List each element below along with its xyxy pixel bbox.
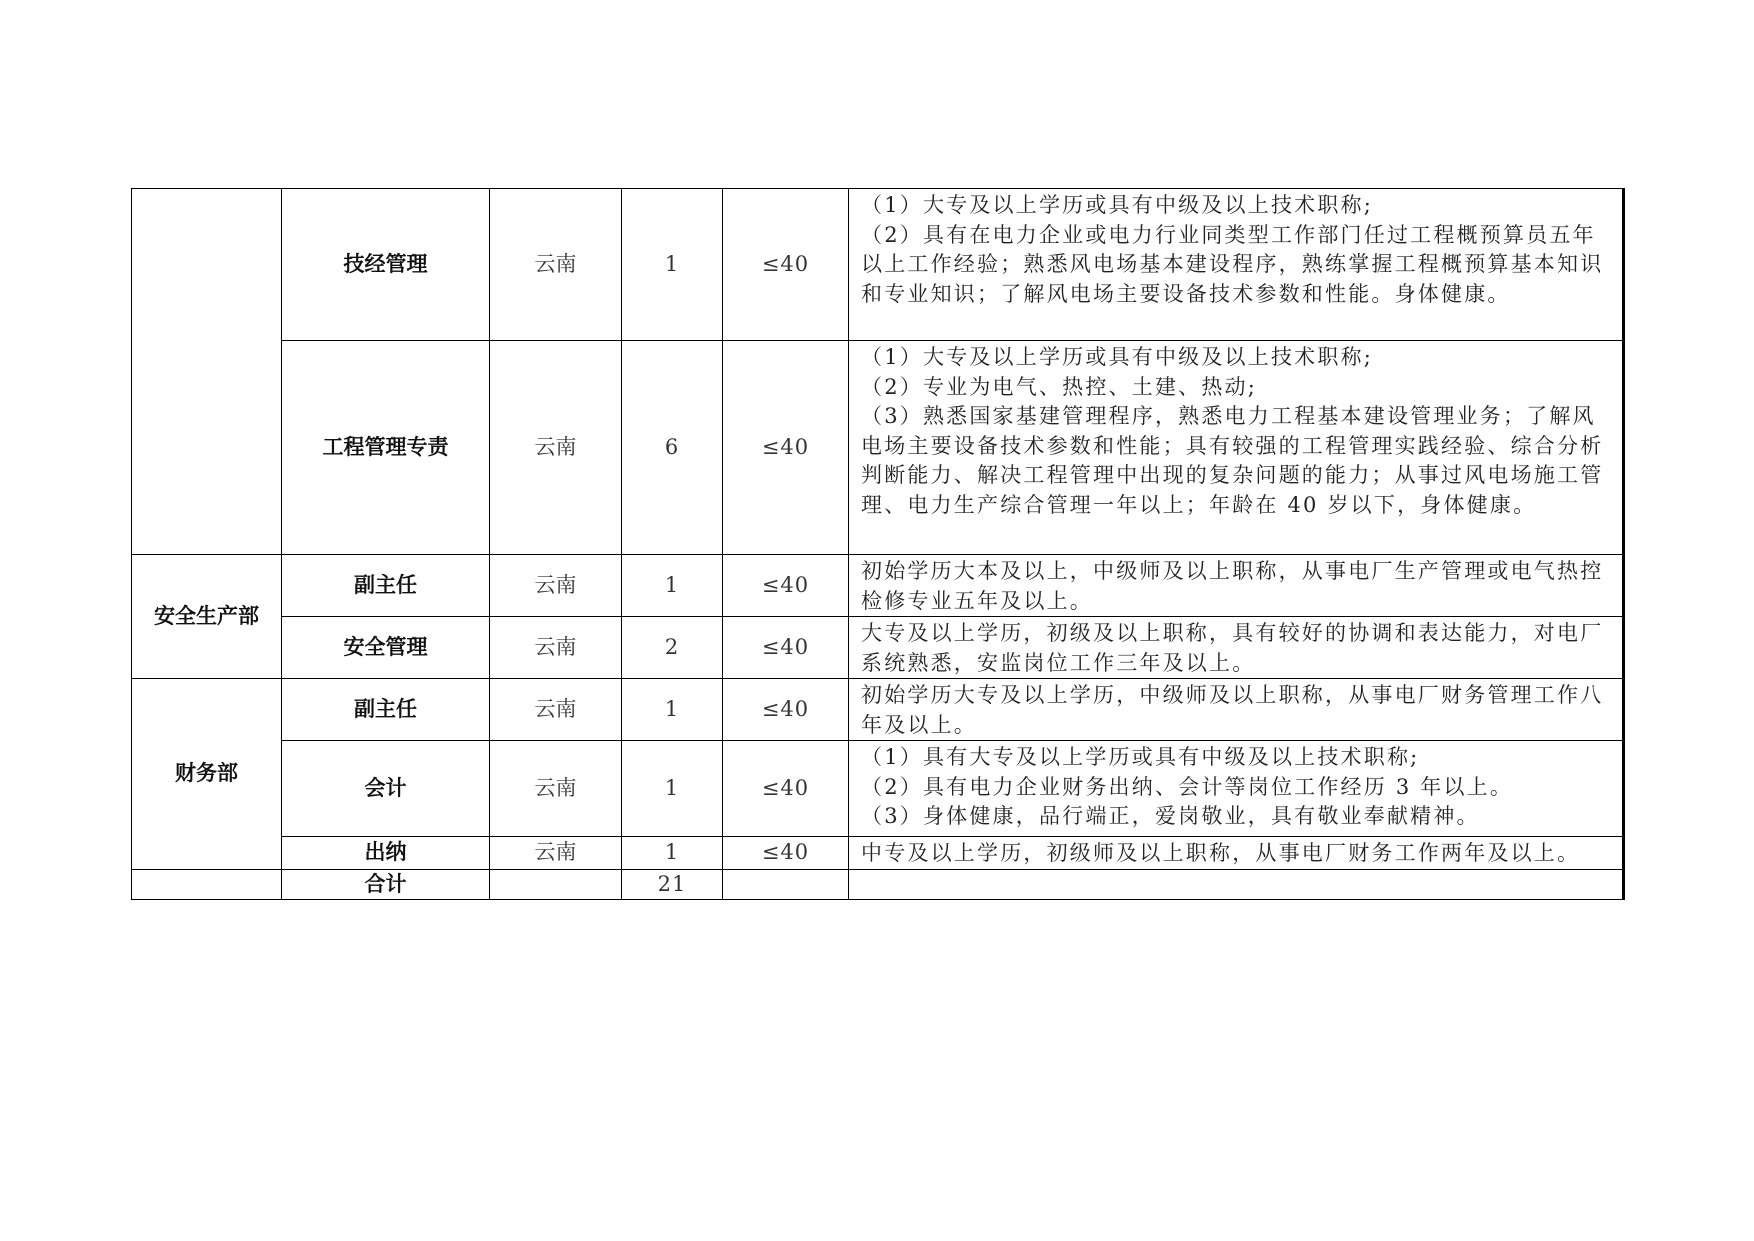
location-cell: 云南 bbox=[490, 555, 622, 617]
requirements-cell bbox=[849, 555, 1624, 617]
count-cell: 1 bbox=[622, 679, 723, 741]
department-cell-empty bbox=[132, 189, 282, 555]
requirements-cell bbox=[849, 189, 1624, 341]
location-cell: 云南 bbox=[490, 189, 622, 341]
total-row bbox=[132, 869, 1624, 899]
requirement-line: （3）身体健康，品行端正，爱岗敬业，具有敬业奉献精神。 bbox=[861, 804, 1480, 828]
requirement-line: （1）大专及以上学历或具有中级及以上技术职称; bbox=[861, 345, 1374, 369]
position-cell: 工程管理专责 bbox=[282, 341, 490, 555]
age-cell: ≤40 bbox=[723, 341, 849, 555]
table-row bbox=[132, 679, 1624, 741]
age-cell: ≤40 bbox=[723, 837, 849, 870]
recruitment-table bbox=[131, 188, 1625, 900]
age-cell: ≤40 bbox=[723, 679, 849, 741]
requirements-cell bbox=[849, 837, 1624, 870]
total-location-cell bbox=[490, 869, 622, 899]
table-row bbox=[132, 189, 1624, 341]
count-cell: 2 bbox=[622, 617, 723, 679]
count-cell: 1 bbox=[622, 837, 723, 870]
location-cell: 云南 bbox=[490, 837, 622, 870]
requirement-line: （2）具有在电力企业或电力行业同类型工作部门任过工程概预算员五年以上工作经验；熟悉风电场基本建设程序，熟练掌握工程概预算基本知识和专业知识；了解风电场主要设备技术参数和性能。身体健康。 bbox=[861, 222, 1604, 306]
age-cell: ≤40 bbox=[723, 741, 849, 837]
location-cell: 云南 bbox=[490, 617, 622, 679]
position-cell: 副主任 bbox=[282, 679, 490, 741]
requirement-line: 初始学历大本及以上，中级师及以上职称，从事电厂生产管理或电气热控检修专业五年及以上。 bbox=[861, 559, 1604, 613]
location-cell: 云南 bbox=[490, 679, 622, 741]
table-row bbox=[132, 341, 1624, 555]
location-cell: 云南 bbox=[490, 341, 622, 555]
position-cell: 技经管理 bbox=[282, 189, 490, 341]
count-cell: 1 bbox=[622, 741, 723, 837]
requirement-line: （2）专业为电气、热控、土建、热动; bbox=[861, 374, 1258, 399]
age-cell: ≤40 bbox=[723, 189, 849, 341]
position-cell: 出纳 bbox=[282, 837, 490, 870]
requirement-line: （2）具有电力企业财务出纳、会计等岗位工作经历 3 年以上。 bbox=[861, 774, 1514, 799]
total-count: 21 bbox=[622, 869, 723, 899]
requirement-line: 大专及以上学历，初级及以上职称，具有较好的协调和表达能力，对电厂系统熟悉，安监岗位工作三年及以上。 bbox=[861, 621, 1604, 675]
requirement-line: 初始学历大专及以上学历，中级师及以上职称，从事电厂财务管理工作八年及以上。 bbox=[861, 683, 1604, 737]
age-cell: ≤40 bbox=[723, 555, 849, 617]
requirements-cell bbox=[849, 617, 1624, 679]
requirements-cell bbox=[849, 679, 1624, 741]
total-department-cell bbox=[132, 869, 282, 899]
position-cell: 安全管理 bbox=[282, 617, 490, 679]
department-cell: 财务部 bbox=[132, 679, 282, 870]
position-cell: 副主任 bbox=[282, 555, 490, 617]
total-requirements-cell bbox=[849, 869, 1624, 899]
table-row bbox=[132, 837, 1624, 870]
table-row bbox=[132, 741, 1624, 837]
requirement-line: 中专及以上学历，初级师及以上职称，从事电厂财务工作两年及以上。 bbox=[861, 841, 1581, 865]
requirement-line: （1）具有大专及以上学历或具有中级及以上技术职称; bbox=[861, 745, 1420, 769]
requirements-cell bbox=[849, 341, 1624, 555]
total-age-cell bbox=[723, 869, 849, 899]
position-cell: 会计 bbox=[282, 741, 490, 837]
requirement-line: （1）大专及以上学历或具有中级及以上技术职称; bbox=[861, 193, 1374, 217]
count-cell: 1 bbox=[622, 555, 723, 617]
count-cell: 6 bbox=[622, 341, 723, 555]
location-cell: 云南 bbox=[490, 741, 622, 837]
table-row bbox=[132, 617, 1624, 679]
count-cell: 1 bbox=[622, 189, 723, 341]
department-cell: 安全生产部 bbox=[132, 555, 282, 679]
table-row bbox=[132, 555, 1624, 617]
age-cell: ≤40 bbox=[723, 617, 849, 679]
total-label: 合计 bbox=[282, 869, 490, 899]
requirements-cell bbox=[849, 741, 1624, 837]
requirement-line: （3）熟悉国家基建管理程序，熟悉电力工程基本建设管理业务；了解风电场主要设备技术参数和性能；具有较强的工程管理实践经验、综合分析判断能力、解决工程管理中出现的复杂问题的能力；从事过风电场施工管理、电力生产综合管理一年以上；年龄在 40 岁以下，身体健康。 bbox=[861, 404, 1604, 517]
